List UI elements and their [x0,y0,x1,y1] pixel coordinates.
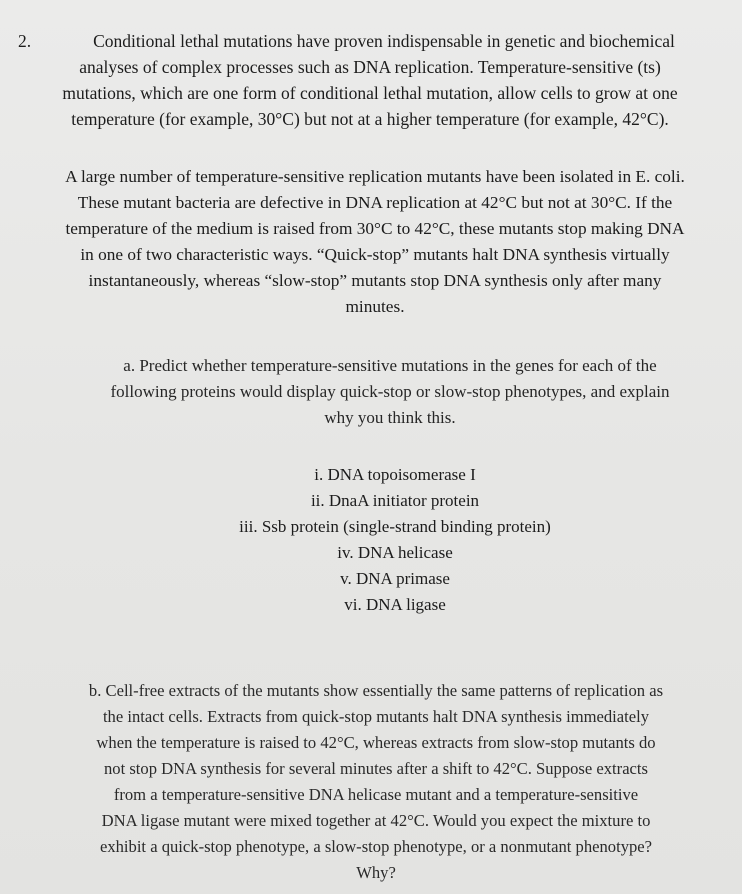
list-item: v. DNA primase [340,569,450,588]
part-b-line: DNA ligase mutant were mixed together at 42°C. Would you expect the mixture to [101,811,651,830]
intro-paragraph [12,164,738,320]
intro-line: temperature of the medium is raised from 30°C to 42°C, these mutants stop making DNA [65,219,685,238]
intro-line: minutes. [345,297,405,316]
question-line: Conditional lethal mutations have proven indispensable in genetic and biochemical [93,31,675,51]
intro-line: instantaneously, whereas “slow-stop” mutants stop DNA synthesis only after many [88,271,662,290]
part-b-line: the intact cells. Extracts from quick-stop mutants halt DNA synthesis immediately [102,707,650,726]
list-item: iii. Ssb protein (single-strand binding protein) [239,517,551,536]
part-b-line: not stop DNA synthesis for several minutes after a shift to 42°C. Suppose extracts [103,759,648,778]
part-a-line: why you think this. [324,408,456,427]
list-item: ii. DnaA initiator protein [310,491,480,510]
part-b-line: Why? [356,863,396,882]
question-2-paragraph [10,28,730,132]
part-a-line: a. Predict whether temperature-sensitive mutations in the genes for each of the [123,356,657,375]
question-line: analyses of complex processes such as DNA replication. Temperature-sensitive (ts) [79,57,661,77]
part-b-line: when the temperature is raised to 42°C, whereas extracts from slow-stop mutants do [96,733,656,752]
protein-list [200,462,590,618]
intro-line: These mutant bacteria are defective in DNA replication at 42°C but not at 30°C. If the [77,193,673,212]
list-item: i. DNA topoisomerase I [314,465,476,484]
part-b-line: b. Cell-free extracts of the mutants show essentially the same patterns of replication as [88,681,664,700]
intro-line: in one of two characteristic ways. “Quick-stop” mutants halt DNA synthesis virtually [80,245,670,264]
part-b-paragraph [18,678,734,886]
list-item: iv. DNA helicase [337,543,453,562]
part-b-line: from a temperature-sensitive DNA helicase mutant and a temperature-sensitive [113,785,639,804]
intro-line: A large number of temperature-sensitive replication mutants have been isolated in E. coli. [65,167,685,186]
part-a-line: following proteins would display quick-stop or slow-stop phenotypes, and explain [110,382,670,401]
question-number: 2. [18,31,32,51]
question-line: mutations, which are one form of conditional lethal mutation, allow cells to grow at one [62,83,678,103]
part-a-prompt [40,353,740,431]
list-item: vi. DNA ligase [344,595,446,614]
question-line: temperature (for example, 30°C) but not at a higher temperature (for example, 42°C). [71,109,669,129]
part-b-line: exhibit a quick-stop phenotype, a slow-stop phenotype, or a nonmutant phenotype? [99,837,653,856]
